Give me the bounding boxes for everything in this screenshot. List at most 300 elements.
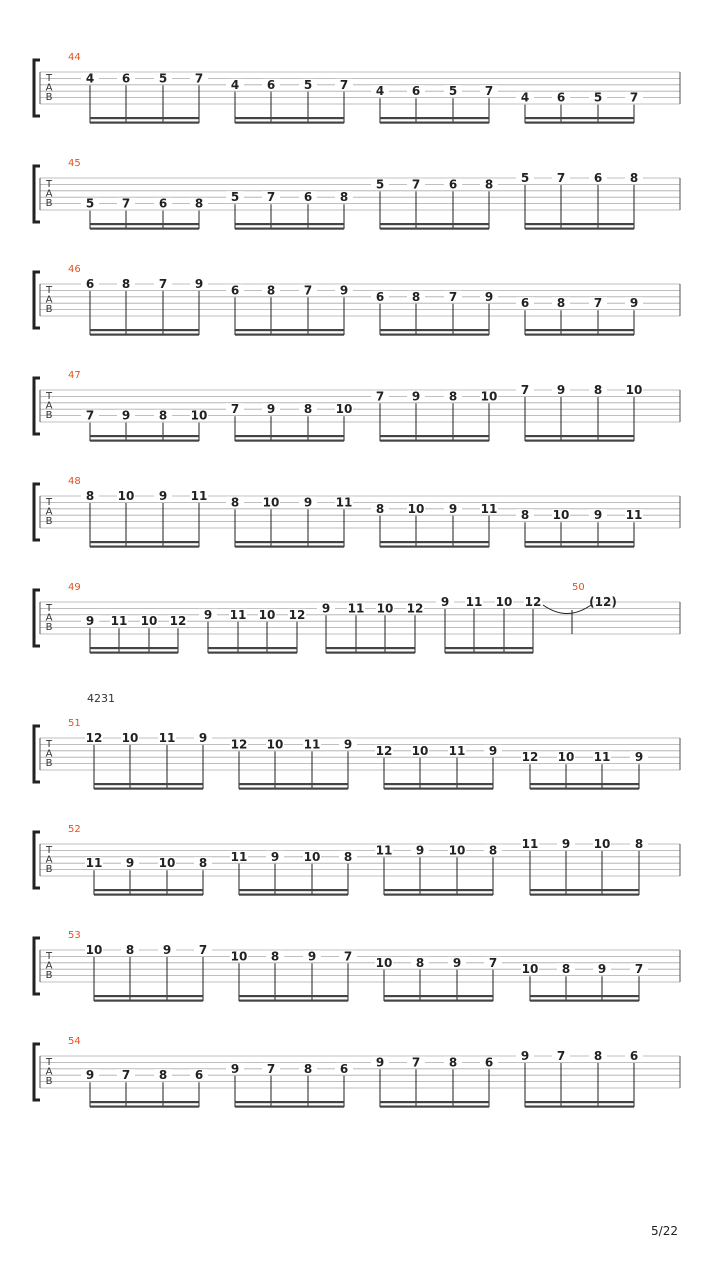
fret-number: 10 — [495, 595, 513, 609]
beam-secondary — [525, 1101, 634, 1103]
page-number: 5/22 — [651, 1224, 678, 1238]
beam-secondary — [380, 541, 489, 543]
fret-number: 11 — [465, 595, 483, 609]
fret-number: 8 — [561, 962, 571, 977]
fret-number: 8 — [448, 1055, 458, 1070]
fret-number: 7 — [158, 277, 168, 291]
system-bracket — [34, 832, 40, 888]
fret-number: 10 — [625, 383, 643, 397]
measure-number: 54 — [68, 1036, 81, 1047]
fret-number: 7 — [375, 389, 385, 404]
measure-number: 53 — [68, 930, 81, 941]
fret-number: 5 — [85, 196, 95, 211]
fret-number: 8 — [593, 383, 603, 397]
beam-primary — [384, 894, 493, 896]
fret-number: 10 — [552, 508, 570, 523]
tab-clef-letter: A — [45, 294, 53, 306]
beam-secondary — [90, 117, 199, 119]
beam-primary — [208, 652, 297, 654]
tab-clef-letter: B — [45, 1076, 53, 1087]
fret-number: 10 — [375, 955, 393, 970]
fret-number: 9 — [484, 289, 494, 304]
beam-secondary — [90, 1101, 199, 1103]
beam-secondary — [525, 223, 634, 225]
beam-secondary — [90, 329, 199, 331]
beam-primary — [384, 788, 493, 790]
beam-primary — [90, 440, 199, 442]
fret-number: 8 — [158, 408, 168, 423]
fret-number: 8 — [629, 171, 639, 185]
beam-primary — [380, 546, 489, 548]
fret-number: 9 — [203, 607, 213, 622]
fret-number: 12 — [230, 737, 248, 752]
note-group — [81, 277, 208, 336]
tab-clef-letter: B — [45, 92, 53, 103]
beam-primary — [90, 122, 199, 124]
tab-clef-letter: B — [45, 304, 53, 315]
fret-number: 9 — [162, 943, 172, 957]
fret-number: 7 — [556, 1049, 566, 1063]
fret-number: 8 — [448, 389, 458, 404]
tab-system — [34, 930, 680, 1002]
beam-primary — [525, 1106, 634, 1108]
fret-number: 7 — [484, 84, 494, 99]
beam-primary — [90, 652, 178, 654]
beam-primary — [530, 788, 639, 790]
fret-number: 9 — [85, 614, 95, 629]
beam-primary — [90, 546, 199, 548]
beam-primary — [239, 894, 348, 896]
system-bracket — [34, 726, 40, 782]
note-group — [521, 837, 648, 896]
fret-number: 8 — [484, 177, 494, 192]
system-bracket — [34, 938, 40, 994]
beam-primary — [239, 1000, 348, 1002]
fret-number: 5 — [375, 177, 385, 192]
system-bracket — [34, 484, 40, 540]
beam-secondary — [326, 647, 415, 649]
fret-number: 9 — [440, 595, 450, 609]
fret-number: 11 — [448, 743, 466, 758]
fret-number: 6 — [194, 1068, 204, 1083]
tab-clef-letter: T — [45, 73, 53, 84]
tab-clef-letter: B — [45, 970, 53, 981]
measure-number: 51 — [68, 718, 81, 729]
fret-number: 9 — [85, 1068, 95, 1083]
fret-number: 5 — [520, 171, 530, 185]
fret-number: 9 — [411, 389, 421, 404]
beam-secondary — [525, 117, 634, 119]
beam-primary — [525, 440, 634, 442]
note-group — [516, 1049, 643, 1108]
measure-number: 48 — [68, 476, 81, 487]
fret-number: 10 — [230, 949, 248, 964]
fret-number: 8 — [270, 949, 280, 964]
fret-number: 8 — [230, 495, 240, 510]
fret-number: 7 — [266, 190, 276, 205]
beam-secondary — [384, 889, 493, 891]
beam-primary — [94, 1000, 203, 1002]
beam-primary — [380, 122, 489, 124]
beam-primary — [384, 1000, 493, 1002]
tab-system — [34, 52, 680, 124]
note-group — [81, 197, 208, 230]
fret-number: 6 — [339, 1061, 349, 1076]
fret-number: 9 — [488, 743, 498, 758]
beam-secondary — [384, 995, 493, 997]
beam-secondary — [530, 783, 639, 785]
fret-number: 6 — [593, 171, 603, 185]
fret-number: 10 — [407, 501, 425, 516]
beam-primary — [530, 894, 639, 896]
fret-number: 7 — [634, 962, 644, 977]
fret-number: 8 — [121, 277, 131, 291]
beam-primary — [380, 228, 489, 230]
fret-number: 9 — [339, 283, 349, 298]
beam-primary — [90, 334, 199, 336]
beam-primary — [525, 228, 634, 230]
fret-number: 4 — [230, 77, 240, 92]
fret-number: 10 — [521, 962, 539, 977]
fret-number: 9 — [158, 489, 168, 503]
fret-number: 6 — [85, 277, 95, 291]
fret-number: 11 — [347, 601, 365, 616]
fret-number: 10 — [376, 601, 394, 616]
fret-number: 10 — [480, 389, 498, 404]
fret-number: 11 — [110, 614, 128, 629]
fret-number: 6 — [520, 296, 530, 311]
fret-number: 8 — [488, 843, 498, 858]
measure-number: 52 — [68, 824, 81, 835]
note-group — [516, 383, 643, 442]
beam-primary — [380, 1106, 489, 1108]
tab-clef-letter: B — [45, 622, 53, 633]
beam-secondary — [235, 223, 344, 225]
fret-number: 9 — [520, 1049, 530, 1063]
tab-clef-letter: A — [45, 960, 53, 972]
fret-number: 9 — [343, 737, 353, 752]
fret-number: 9 — [629, 296, 639, 311]
beam-secondary — [239, 995, 348, 997]
fret-number: 10 — [411, 743, 429, 758]
fret-number: 6 — [411, 84, 421, 99]
fret-number: 10 — [258, 607, 276, 622]
fret-number: 7 — [303, 283, 313, 298]
measure-number: 44 — [68, 52, 81, 63]
fret-number: 10 — [262, 495, 280, 510]
fret-number: 8 — [556, 296, 566, 311]
beam-primary — [530, 1000, 639, 1002]
fret-number: 9 — [266, 402, 276, 417]
tied-fret-number: (12) — [589, 595, 617, 609]
fret-number: 9 — [597, 962, 607, 977]
note-group — [85, 943, 212, 1002]
fret-number: 11 — [230, 849, 248, 864]
fret-number: 8 — [194, 196, 204, 211]
fret-number: 9 — [321, 601, 331, 616]
beam-primary — [235, 440, 344, 442]
tab-system — [34, 158, 680, 230]
beam-primary — [94, 894, 203, 896]
fret-number: 9 — [198, 731, 208, 745]
system-bracket — [34, 272, 40, 328]
beam-primary — [326, 652, 415, 654]
fret-number: 8 — [415, 955, 425, 970]
fret-number: 7 — [85, 408, 95, 423]
fret-number: 10 — [266, 737, 284, 752]
tab-clef-letter: T — [45, 179, 53, 190]
fret-number: 11 — [335, 495, 353, 510]
beam-secondary — [380, 117, 489, 119]
fret-number: 11 — [521, 837, 539, 851]
beam-primary — [235, 122, 344, 124]
beam-primary — [90, 1106, 199, 1108]
tab-clef-letter: T — [45, 739, 53, 750]
beam-primary — [525, 546, 634, 548]
tab-clef-letter: B — [45, 198, 53, 209]
fret-number: 10 — [158, 856, 176, 871]
tab-system — [34, 824, 680, 896]
fret-number: 7 — [488, 955, 498, 970]
beam-secondary — [235, 1101, 344, 1103]
fret-number: 8 — [85, 489, 95, 503]
beam-secondary — [384, 783, 493, 785]
fingering-annotation: 4231 — [87, 692, 115, 705]
fret-number: 12 — [406, 601, 424, 616]
system-bracket — [34, 1044, 40, 1100]
fret-number: 6 — [375, 289, 385, 304]
fret-number: 6 — [158, 196, 168, 211]
tab-clef-letter: T — [45, 951, 53, 962]
fret-number: 8 — [125, 943, 135, 957]
system-bracket — [34, 60, 40, 116]
tab-clef-letter: T — [45, 845, 53, 856]
fret-number: 6 — [629, 1049, 639, 1063]
tab-system — [34, 718, 680, 790]
fret-number: 6 — [266, 77, 276, 92]
fret-number: 11 — [190, 489, 208, 503]
fret-number: 8 — [198, 856, 208, 871]
beam-primary — [239, 788, 348, 790]
fret-number: 8 — [158, 1068, 168, 1083]
fret-number: 9 — [307, 949, 317, 964]
note-group — [516, 91, 643, 124]
fret-number: 8 — [266, 283, 276, 298]
fret-number: 11 — [625, 508, 643, 523]
tab-clef-letter: A — [45, 188, 53, 200]
system-bracket — [34, 166, 40, 222]
beam-primary — [235, 334, 344, 336]
fret-number: 10 — [448, 843, 466, 858]
fret-number: 7 — [448, 289, 458, 304]
fret-number: 12 — [85, 731, 103, 745]
fret-number: 9 — [556, 383, 566, 397]
beam-secondary — [525, 329, 634, 331]
note-group — [436, 595, 542, 654]
fret-number: 8 — [303, 1061, 313, 1076]
beam-secondary — [525, 541, 634, 543]
fret-number: 10 — [557, 750, 575, 765]
fret-number: 7 — [121, 1068, 131, 1083]
fret-number: 6 — [121, 71, 131, 86]
beam-primary — [90, 228, 199, 230]
fret-number: 8 — [520, 508, 530, 523]
fret-number: 10 — [140, 614, 158, 629]
tab-clef-letter: T — [45, 391, 53, 402]
tab-clef-letter: A — [45, 612, 53, 624]
fret-number: 5 — [230, 190, 240, 205]
beam-secondary — [445, 647, 533, 649]
tie-arc — [543, 605, 591, 614]
tab-clef-letter: B — [45, 864, 53, 875]
beam-secondary — [90, 647, 178, 649]
tab-clef-letter: T — [45, 603, 53, 614]
note-group — [85, 731, 212, 790]
beam-secondary — [239, 783, 348, 785]
fret-number: 11 — [85, 856, 103, 871]
fret-number: 7 — [629, 90, 639, 105]
beam-secondary — [235, 329, 344, 331]
fret-number: 4 — [375, 84, 385, 99]
fret-number: 10 — [190, 408, 208, 423]
beam-primary — [235, 546, 344, 548]
system-bracket — [34, 590, 40, 646]
fret-number: 7 — [339, 77, 349, 92]
fret-number: 7 — [121, 196, 131, 211]
fret-number: 7 — [411, 177, 421, 192]
fret-number: 10 — [117, 489, 135, 503]
fret-number: 8 — [411, 289, 421, 304]
beam-primary — [380, 440, 489, 442]
beam-secondary — [94, 783, 203, 785]
beam-secondary — [525, 435, 634, 437]
fret-number: 11 — [375, 843, 393, 858]
measure-number: 45 — [68, 158, 81, 169]
fret-number: 10 — [121, 731, 139, 745]
beam-secondary — [235, 541, 344, 543]
fret-number: 7 — [520, 383, 530, 397]
tab-clef-letter: T — [45, 285, 53, 296]
fret-number: 9 — [561, 837, 571, 851]
system-bracket — [34, 378, 40, 434]
fret-number: 11 — [303, 737, 321, 752]
fret-number: 9 — [270, 849, 280, 864]
fret-number: 11 — [593, 750, 611, 765]
tab-system — [34, 264, 680, 336]
beam-secondary — [94, 889, 203, 891]
fret-number: 6 — [230, 283, 240, 298]
fret-number: 8 — [303, 402, 313, 417]
beam-primary — [235, 1106, 344, 1108]
beam-secondary — [530, 889, 639, 891]
beam-secondary — [530, 995, 639, 997]
beam-secondary — [380, 223, 489, 225]
fret-number: 5 — [158, 71, 168, 86]
fret-number: 6 — [484, 1055, 494, 1070]
fret-number: 7 — [593, 296, 603, 311]
tab-system — [34, 582, 680, 654]
tab-clef-letter: A — [45, 82, 53, 94]
fret-number: 7 — [411, 1055, 421, 1070]
fret-number: 7 — [556, 171, 566, 185]
tab-clef-letter: A — [45, 1066, 53, 1078]
fret-number: 9 — [448, 501, 458, 516]
fret-number: 5 — [448, 84, 458, 99]
tab-clef-letter: B — [45, 758, 53, 769]
tab-clef-letter: B — [45, 516, 53, 527]
beam-secondary — [380, 435, 489, 437]
beam-secondary — [90, 435, 199, 437]
fret-number: 8 — [634, 837, 644, 851]
fret-number: 6 — [448, 177, 458, 192]
beam-secondary — [94, 995, 203, 997]
fret-number: 10 — [303, 849, 321, 864]
fret-number: 8 — [375, 501, 385, 516]
fret-number: 9 — [593, 508, 603, 523]
beam-secondary — [239, 889, 348, 891]
fret-number: 7 — [343, 949, 353, 964]
beam-secondary — [90, 541, 199, 543]
measure-number: 50 — [572, 582, 585, 593]
fret-number: 7 — [266, 1061, 276, 1076]
measure-number: 46 — [68, 264, 81, 275]
fret-number: 7 — [230, 402, 240, 417]
fret-number: 10 — [85, 943, 103, 957]
fret-number: 6 — [556, 90, 566, 105]
fret-number: 9 — [230, 1061, 240, 1076]
beam-secondary — [380, 1101, 489, 1103]
fret-number: 10 — [593, 837, 611, 851]
fret-number: 11 — [229, 607, 247, 622]
fret-number: 5 — [303, 77, 313, 92]
fret-number: 11 — [480, 501, 498, 516]
fret-number: 4 — [520, 90, 530, 105]
beam-primary — [235, 228, 344, 230]
fret-number: 5 — [593, 90, 603, 105]
tab-system — [34, 1036, 680, 1108]
fret-number: 9 — [452, 955, 462, 970]
beam-primary — [525, 334, 634, 336]
fret-number: 9 — [303, 495, 313, 510]
tab-clef-letter: A — [45, 748, 53, 760]
beam-secondary — [90, 223, 199, 225]
tab-clef-letter: A — [45, 400, 53, 412]
tab-system — [34, 476, 680, 548]
fret-number: 11 — [158, 731, 176, 745]
fret-number: 12 — [524, 595, 542, 609]
tab-clef-letter: T — [45, 497, 53, 508]
fret-number: 9 — [634, 750, 644, 765]
beam-primary — [94, 788, 203, 790]
fret-number: 12 — [169, 614, 187, 629]
fret-number: 4 — [85, 71, 95, 86]
fret-number: 7 — [198, 943, 208, 957]
fret-number: 9 — [121, 408, 131, 423]
tab-system — [34, 370, 680, 442]
note-group — [516, 171, 643, 230]
tab-clef-letter: B — [45, 410, 53, 421]
tab-clef-letter: A — [45, 854, 53, 866]
fret-number: 9 — [125, 856, 135, 871]
beam-primary — [380, 334, 489, 336]
beam-primary — [445, 652, 533, 654]
fret-number: 8 — [339, 190, 349, 205]
fret-number: 12 — [521, 750, 539, 765]
fret-number: 9 — [194, 277, 204, 291]
fret-number: 6 — [303, 190, 313, 205]
fret-number: 8 — [343, 849, 353, 864]
beam-secondary — [208, 647, 297, 649]
